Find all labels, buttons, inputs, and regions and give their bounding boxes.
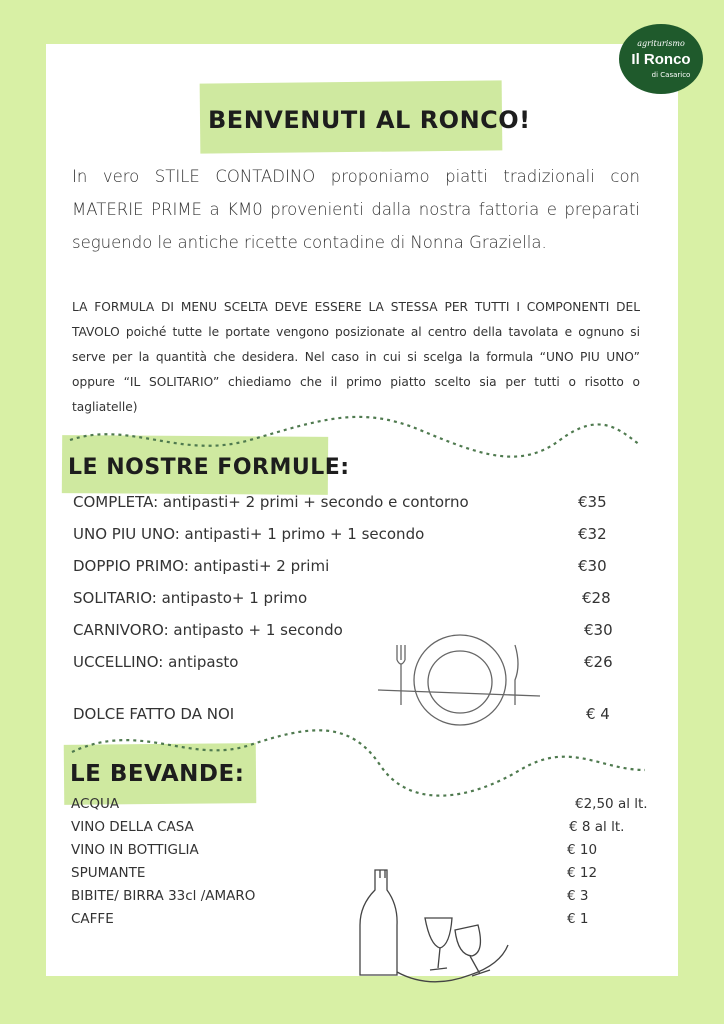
dessert-price: € 4 bbox=[586, 705, 610, 723]
drink-name: VINO IN BOTTIGLIA bbox=[71, 842, 199, 858]
formula-name: COMPLETA: antipasti+ 2 primi + secondo e contorno bbox=[73, 493, 469, 511]
formule-title: LE NOSTRE FORMULE: bbox=[68, 455, 350, 480]
formula-price: €28 bbox=[582, 589, 611, 607]
dotted-wave-divider bbox=[72, 730, 645, 795]
drink-price: € 3 bbox=[567, 888, 589, 904]
bevande-title: LE BEVANDE: bbox=[70, 761, 245, 787]
drink-name: SPUMANTE bbox=[71, 865, 146, 881]
dotted-wave-divider bbox=[70, 417, 640, 457]
formula-price: €30 bbox=[578, 557, 607, 575]
formula-name: UCCELLINO: antipasto bbox=[73, 653, 239, 671]
intro-text: In vero STILE CONTADINO proponiamo piatti tradizionali con MATERIE PRIME a KM0 provenienti dalla nostra fattoria e preparati seguendo le antiche ricette contadine di Nonna Graziella. bbox=[72, 167, 640, 252]
logo-line-2: Il Ronco bbox=[631, 51, 691, 68]
drink-price: €2,50 al lt. bbox=[575, 796, 648, 812]
formula-name: UNO PIU UNO: antipasti+ 1 primo + 1 secondo bbox=[73, 525, 425, 543]
drink-name: ACQUA bbox=[71, 796, 120, 812]
welcome-title: BENVENUTI AL RONCO! bbox=[208, 106, 531, 134]
drink-name: VINO DELLA CASA bbox=[71, 819, 194, 835]
drink-name: CAFFE bbox=[71, 911, 114, 927]
formula-name: CARNIVORO: antipasto + 1 secondo bbox=[73, 621, 343, 639]
logo-line-3: di Casarico bbox=[651, 71, 691, 79]
formula-note: LA FORMULA DI MENU SCELTA DEVE ESSERE LA STESSA PER TUTTI I COMPONENTI DEL TAVOLO poiché tutte le portate vengono posizionate al centro della tavolata e ognuno si serve per la quantità che desidera. Nel caso in cui si scelga la formula “UNO PIU UNO” oppure “IL SOLITARIO” chiediamo che il primo piatto scelto sia per tutti o risotto o tagliatelle) bbox=[72, 300, 640, 414]
formula-price: €35 bbox=[578, 493, 607, 511]
formula-price: €26 bbox=[584, 653, 613, 671]
drink-price: € 10 bbox=[567, 842, 598, 858]
drink-price: € 8 al lt. bbox=[569, 819, 625, 835]
logo-line-1: agriturismo bbox=[637, 39, 685, 48]
drink-price: € 1 bbox=[567, 911, 589, 927]
formula-price: €32 bbox=[578, 525, 607, 543]
formula-name: SOLITARIO: antipasto+ 1 primo bbox=[73, 589, 308, 607]
plate-cutlery-icon bbox=[378, 635, 540, 725]
formula-name: DOPPIO PRIMO: antipasti+ 2 primi bbox=[73, 557, 330, 575]
dessert-name: DOLCE FATTO DA NOI bbox=[73, 705, 235, 723]
drink-name: BIBITE/ BIRRA 33cl /AMARO bbox=[71, 888, 256, 904]
formula-price: €30 bbox=[584, 621, 613, 639]
drink-price: € 12 bbox=[567, 865, 598, 881]
bottle-glasses-icon bbox=[360, 870, 508, 982]
